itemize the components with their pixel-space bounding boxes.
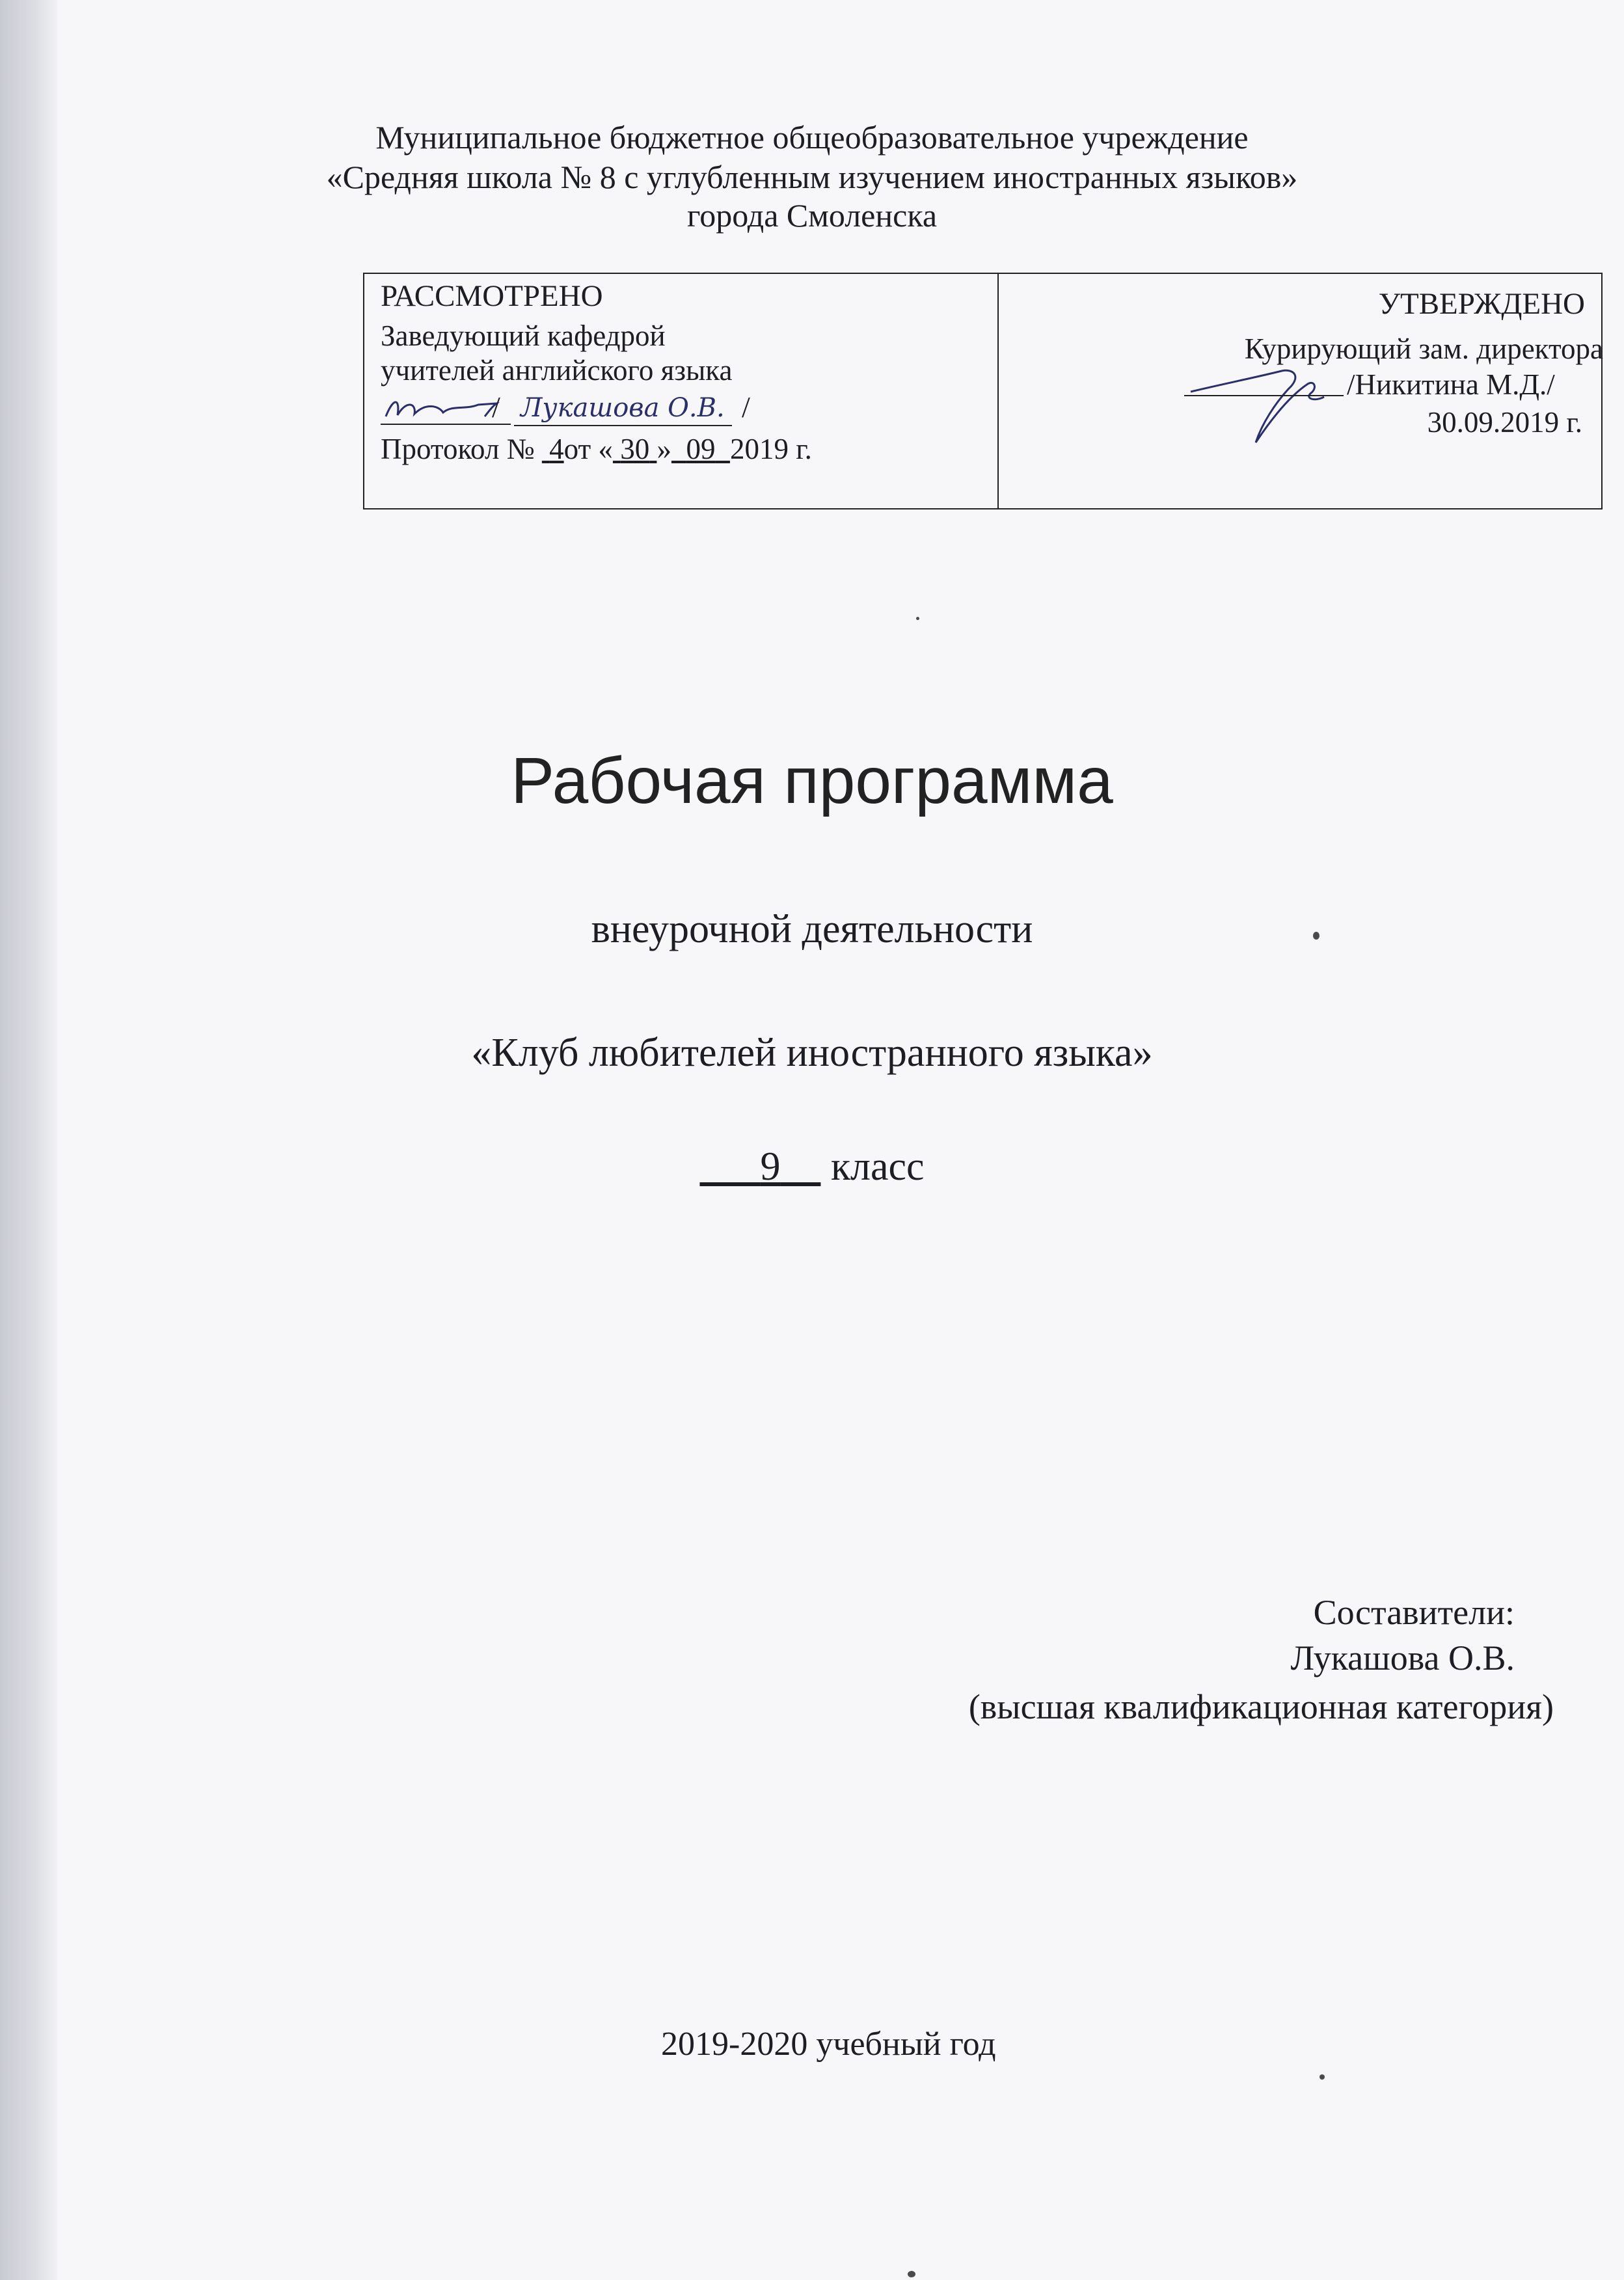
document-subtitle: внеурочной деятельности (591, 907, 1033, 951)
approved-date: 30.09.2019 г. (1427, 406, 1582, 439)
considered-title: РАССМОТРЕНО (381, 279, 603, 313)
protocol-number: 4 (549, 433, 564, 465)
author-name: Лукашова О.В. (1290, 1638, 1515, 1677)
scan-edge-shadow (0, 0, 57, 2280)
scan-speck (916, 617, 919, 620)
protocol-day: 30 (620, 433, 650, 465)
handwritten-signature-lukashova (381, 390, 511, 429)
scan-speck (908, 2271, 915, 2277)
protocol-line (381, 432, 812, 466)
approved-title: УТВЕРЖДЕНО (1378, 287, 1585, 321)
considered-dept-name: учителей английского языка (381, 354, 733, 387)
table-divider (997, 274, 999, 508)
school-type-line: Муниципальное бюджетное общеобразовательное учреждение (375, 119, 1249, 156)
protocol-month: 09 (686, 433, 716, 465)
grade-line (0, 1142, 1624, 1191)
course-name: «Клуб любителей иностранного языка» (471, 1031, 1153, 1075)
protocol-year: 2019 г. (729, 433, 812, 465)
approved-signature-name: /Никитина М.Д./ (1347, 368, 1555, 401)
document-title: Рабочая программа (511, 744, 1113, 817)
svg-text:Лукашова О.В.: Лукашова О.В. (521, 393, 725, 423)
protocol-prefix: Протокол № (381, 433, 535, 465)
protocol-from: от « (563, 433, 613, 465)
grade-label: класс (830, 1145, 925, 1189)
signature-separator-right: / (742, 390, 750, 424)
scan-speck (1313, 932, 1320, 940)
handwritten-name-lukashova (514, 390, 748, 433)
approved-position: Курирующий зам. директора (1244, 332, 1603, 365)
academic-year: 2019-2020 учебный год (661, 2026, 996, 2063)
handwritten-signature-nikitina (1184, 351, 1353, 459)
school-name-line: «Средняя школа № 8 с углубленным изучением иностранных языков» (326, 159, 1298, 195)
grade-number: 9 (760, 1145, 781, 1189)
considered-head-of-dept: Заведующий кафедрой (381, 319, 666, 352)
school-city-line: города Смоленска (686, 197, 938, 234)
author-category: (высшая квалификационная категория) (968, 1687, 1554, 1726)
signature-separator-left: / (492, 390, 500, 424)
protocol-day-close: » (656, 433, 671, 465)
authors-label: Составители: (1313, 1593, 1515, 1632)
scan-speck (1320, 2074, 1325, 2080)
